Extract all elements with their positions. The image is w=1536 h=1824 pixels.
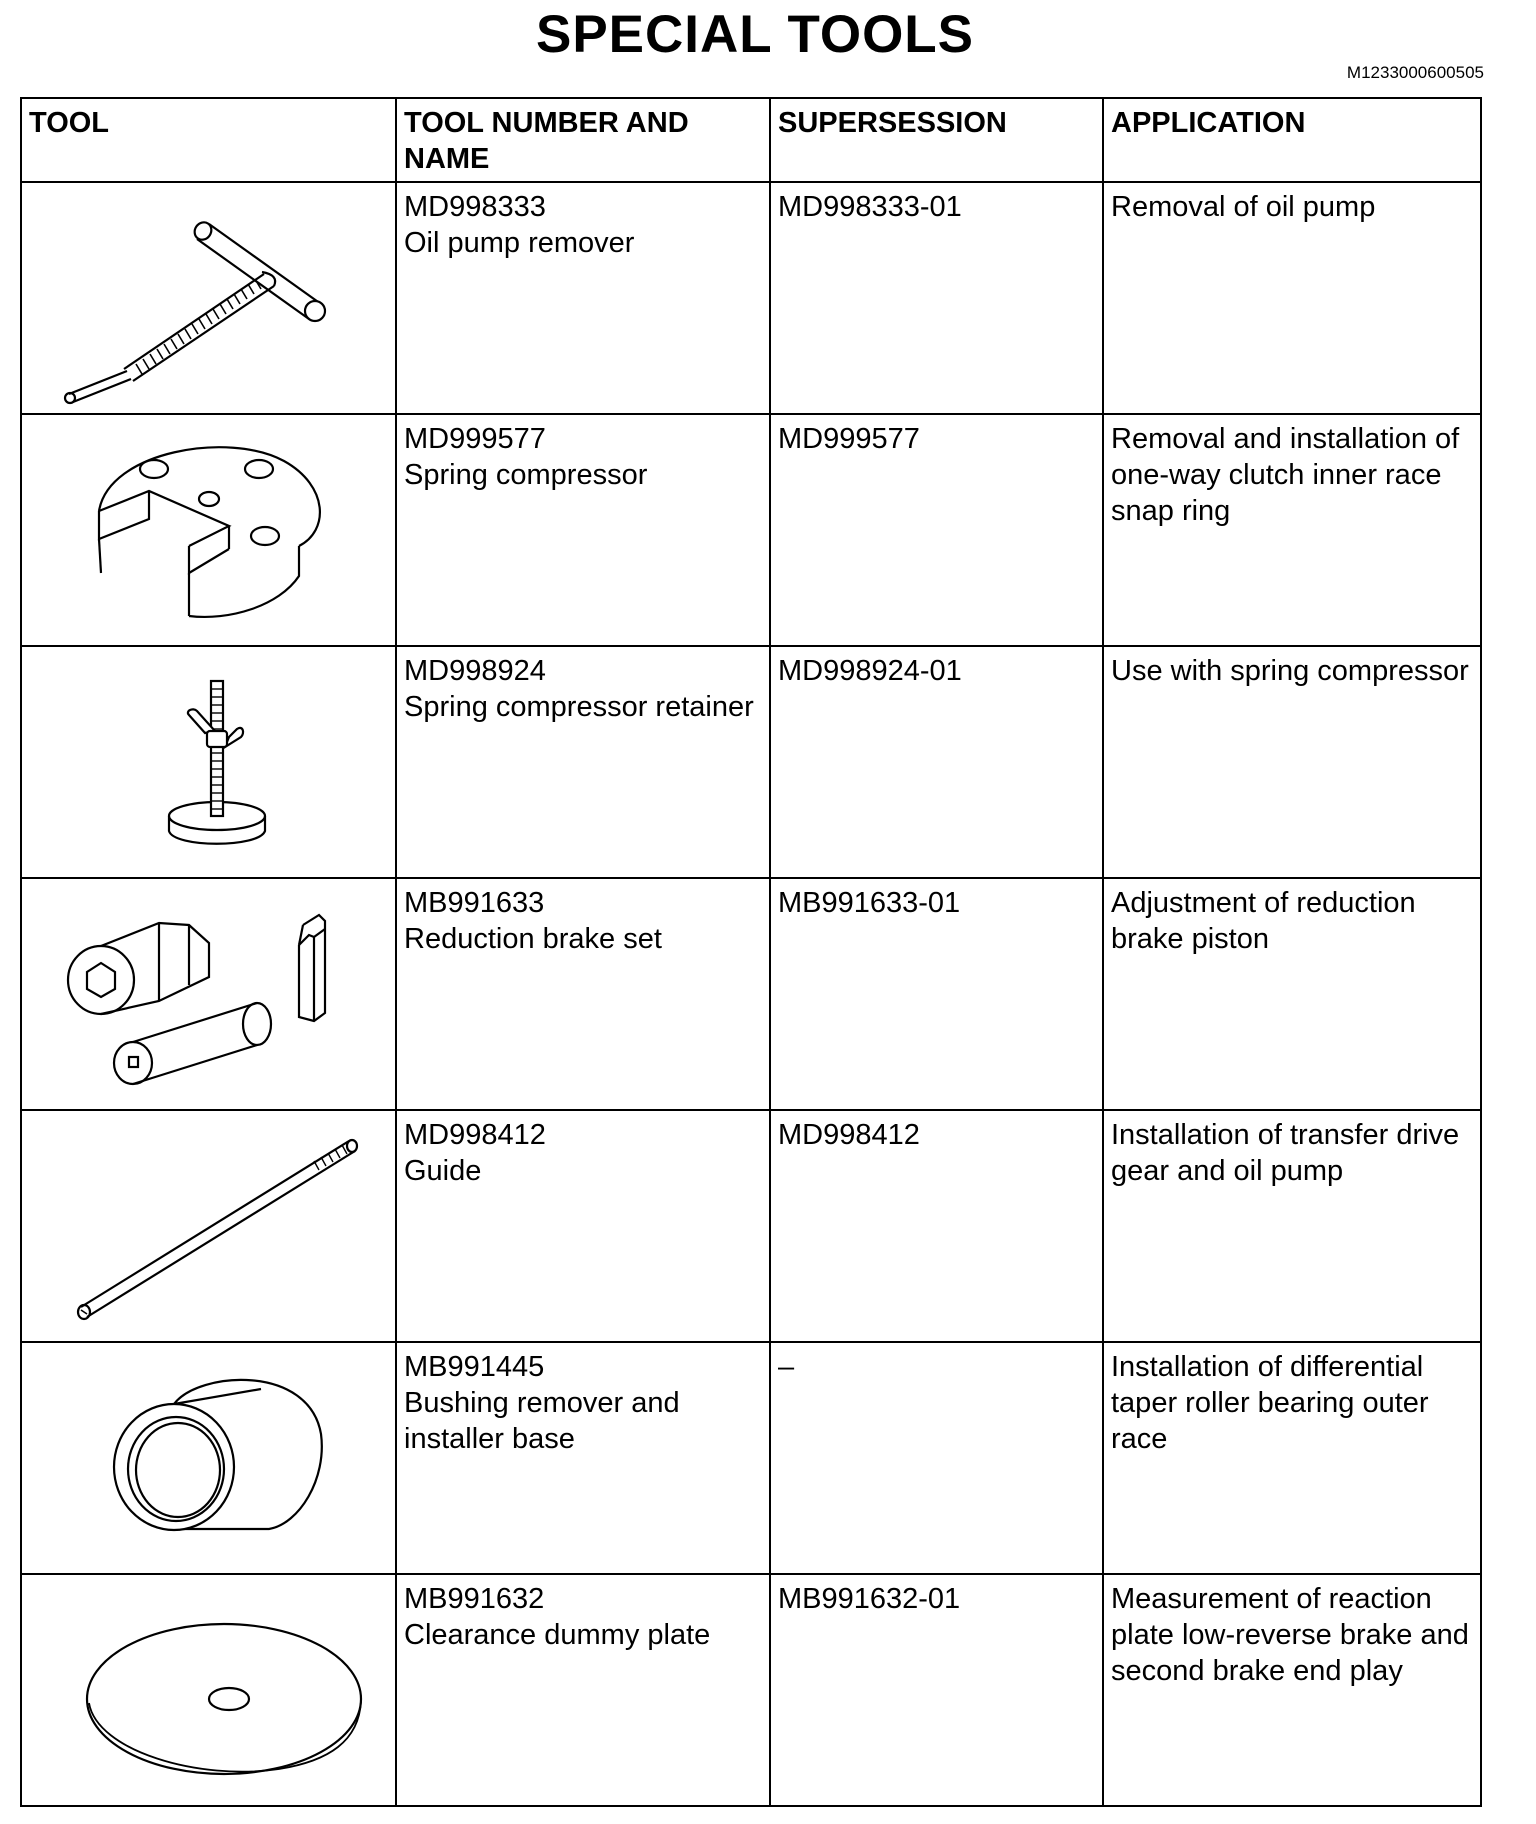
table-row bbox=[21, 646, 1481, 878]
tool-number: MD999577 bbox=[404, 423, 546, 455]
header-tool-number-name: TOOL NUMBER AND NAME bbox=[396, 98, 770, 182]
tool-illustration-cell bbox=[21, 1574, 396, 1806]
table-row bbox=[21, 182, 1481, 414]
header-supersession: SUPERSESSION bbox=[770, 98, 1103, 182]
tool-number-name-cell bbox=[396, 878, 770, 1110]
tool-name: Reduction brake set bbox=[404, 923, 662, 955]
tool-number: MD998412 bbox=[404, 1119, 546, 1151]
special-tools-table bbox=[20, 97, 1482, 1807]
table-row bbox=[21, 1574, 1481, 1806]
supersession-cell: MD998412 bbox=[770, 1110, 1103, 1342]
tool-name: Clearance dummy plate bbox=[404, 1619, 711, 1651]
spring-compressor-icon bbox=[29, 421, 389, 641]
table-row bbox=[21, 878, 1481, 1110]
table-row bbox=[21, 1110, 1481, 1342]
tool-name: Spring compressor bbox=[404, 459, 648, 491]
header-application: APPLICATION bbox=[1103, 98, 1481, 182]
tool-number-name-cell bbox=[396, 646, 770, 878]
tool-name: Spring compressor retainer bbox=[404, 691, 754, 723]
supersession-cell: MD999577 bbox=[770, 414, 1103, 646]
tool-illustration-cell bbox=[21, 1342, 396, 1574]
tool-illustration-cell bbox=[21, 646, 396, 878]
tool-number-name-cell bbox=[396, 414, 770, 646]
tool-number: MB991445 bbox=[404, 1351, 545, 1383]
tool-illustration-cell bbox=[21, 414, 396, 646]
table-header-row bbox=[21, 98, 1481, 182]
document-id: M1233000600505 bbox=[1346, 63, 1484, 82]
application-cell: Installation of differential taper roller bearing outer race bbox=[1103, 1342, 1481, 1574]
application-cell: Measurement of reaction plate low-reverse brake and second brake end play bbox=[1103, 1574, 1481, 1806]
tool-name: Bushing remover and installer base bbox=[404, 1387, 680, 1455]
oil-pump-remover-icon bbox=[29, 189, 389, 409]
application-cell: Adjustment of reduction brake piston bbox=[1103, 878, 1481, 1110]
application-cell: Removal of oil pump bbox=[1103, 182, 1481, 414]
clearance-dummy-plate-icon bbox=[29, 1581, 389, 1801]
tool-number: MB991632 bbox=[404, 1583, 545, 1615]
supersession-cell: MD998333-01 bbox=[770, 182, 1103, 414]
tool-number: MB991633 bbox=[404, 887, 545, 919]
tool-name: Guide bbox=[404, 1155, 482, 1187]
table-row bbox=[21, 414, 1481, 646]
supersession-cell: – bbox=[770, 1342, 1103, 1574]
supersession-cell: MB991632-01 bbox=[770, 1574, 1103, 1806]
tool-number-name-cell bbox=[396, 182, 770, 414]
application-cell: Installation of transfer drive gear and oil pump bbox=[1103, 1110, 1481, 1342]
page-title: SPECIAL TOOLS bbox=[535, 5, 975, 64]
bushing-remover-base-icon bbox=[29, 1349, 389, 1569]
tool-number-name-cell bbox=[396, 1342, 770, 1574]
supersession-cell: MD998924-01 bbox=[770, 646, 1103, 878]
reduction-brake-set-icon bbox=[29, 885, 389, 1105]
tool-illustration-cell bbox=[21, 1110, 396, 1342]
tool-illustration-cell bbox=[21, 182, 396, 414]
tool-name: Oil pump remover bbox=[404, 227, 635, 259]
tool-number: MD998924 bbox=[404, 655, 546, 687]
application-cell: Removal and installation of one-way clutch inner race snap ring bbox=[1103, 414, 1481, 646]
spring-compressor-retainer-icon bbox=[29, 653, 389, 873]
tool-number-name-cell bbox=[396, 1110, 770, 1342]
supersession-cell: MB991633-01 bbox=[770, 878, 1103, 1110]
tool-number: MD998333 bbox=[404, 191, 546, 223]
tool-number-name-cell bbox=[396, 1574, 770, 1806]
application-cell: Use with spring compressor bbox=[1103, 646, 1481, 878]
table-row bbox=[21, 1342, 1481, 1574]
guide-icon bbox=[29, 1117, 389, 1337]
header-tool: TOOL bbox=[21, 98, 396, 182]
tool-illustration-cell bbox=[21, 878, 396, 1110]
